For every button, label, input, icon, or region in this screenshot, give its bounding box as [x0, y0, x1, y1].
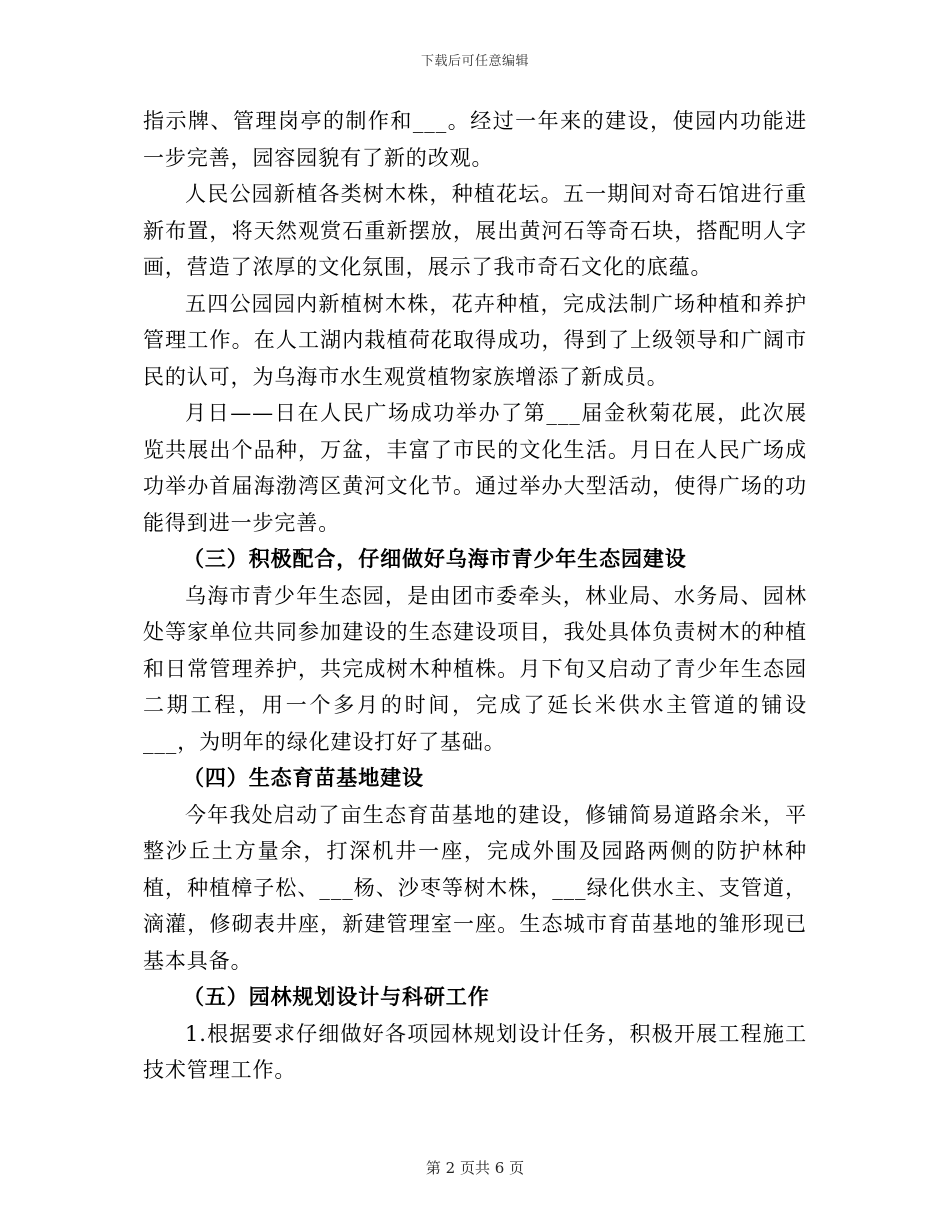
page-number: 第 2 页共 6 页: [425, 1159, 525, 1177]
paragraph: 月日——日在人民广场成功举办了第___届金秋菊花展，此次展览共展出个品种，万盆，丰富了市民的文化生活。月日在人民广场成功举办首届海渤湾区黄河文化节。通过举办大型活动，使得广场的功能得到进一步完善。: [143, 401, 807, 535]
paragraph: 指示牌、管理岗亭的制作和___。经过一年来的建设，使园内功能进一步完善，园容园貌有了新的改观。: [143, 109, 807, 170]
section-heading: （五）园林规划设计与科研工作: [183, 984, 490, 1009]
section-heading: （四）生态育苗基地建设: [183, 765, 424, 790]
paragraph: 人民公园新植各类树木株，种植花坛。五一期间对奇石馆进行重新布置，将天然观赏石重新摆放，展出黄河石等奇石块，搭配明人字画，营造了浓厚的文化氛围，展示了我市奇石文化的底蕴。: [143, 182, 807, 279]
page-header: 下载后可任意编辑: [420, 54, 529, 69]
section-heading: （三）积极配合，仔细做好乌海市青少年生态园建设: [183, 546, 687, 571]
paragraph: 1.根据要求仔细做好各项园林规划设计任务，积极开展工程施工技术管理工作。: [143, 1021, 807, 1082]
paragraph: 今年我处启动了亩生态育苗基地的建设，修铺简易道路余米，平整沙丘土方量余，打深机井一座，完成外围及园路两侧的防护林种植，种植樟子松、___杨、沙枣等树木株，___绿化供水主、支管道，滴灌，修砌表井座，新建管理室一座。生态城市育苗基地的雏形现已基本具备。: [143, 802, 807, 973]
paragraph: 乌海市青少年生态园，是由团市委牵头，林业局、水务局、园林处等家单位共同参加建设的生态建设项目，我处具体负责树木的种植和日常管理养护，共完成树木种植株。月下旬又启动了青少年生态园二期工程，用一个多月的时间，完成了延长米供水主管道的铺设___，为明年的绿化建设打好了基础。: [143, 583, 807, 754]
paragraph: 五四公园园内新植树木株，花卉种植，完成法制广场种植和养护管理工作。在人工湖内栽植荷花取得成功，得到了上级领导和广阔市民的认可，为乌海市水生观赏植物家族增添了新成员。: [143, 291, 807, 389]
document-body: [143, 103, 807, 1089]
